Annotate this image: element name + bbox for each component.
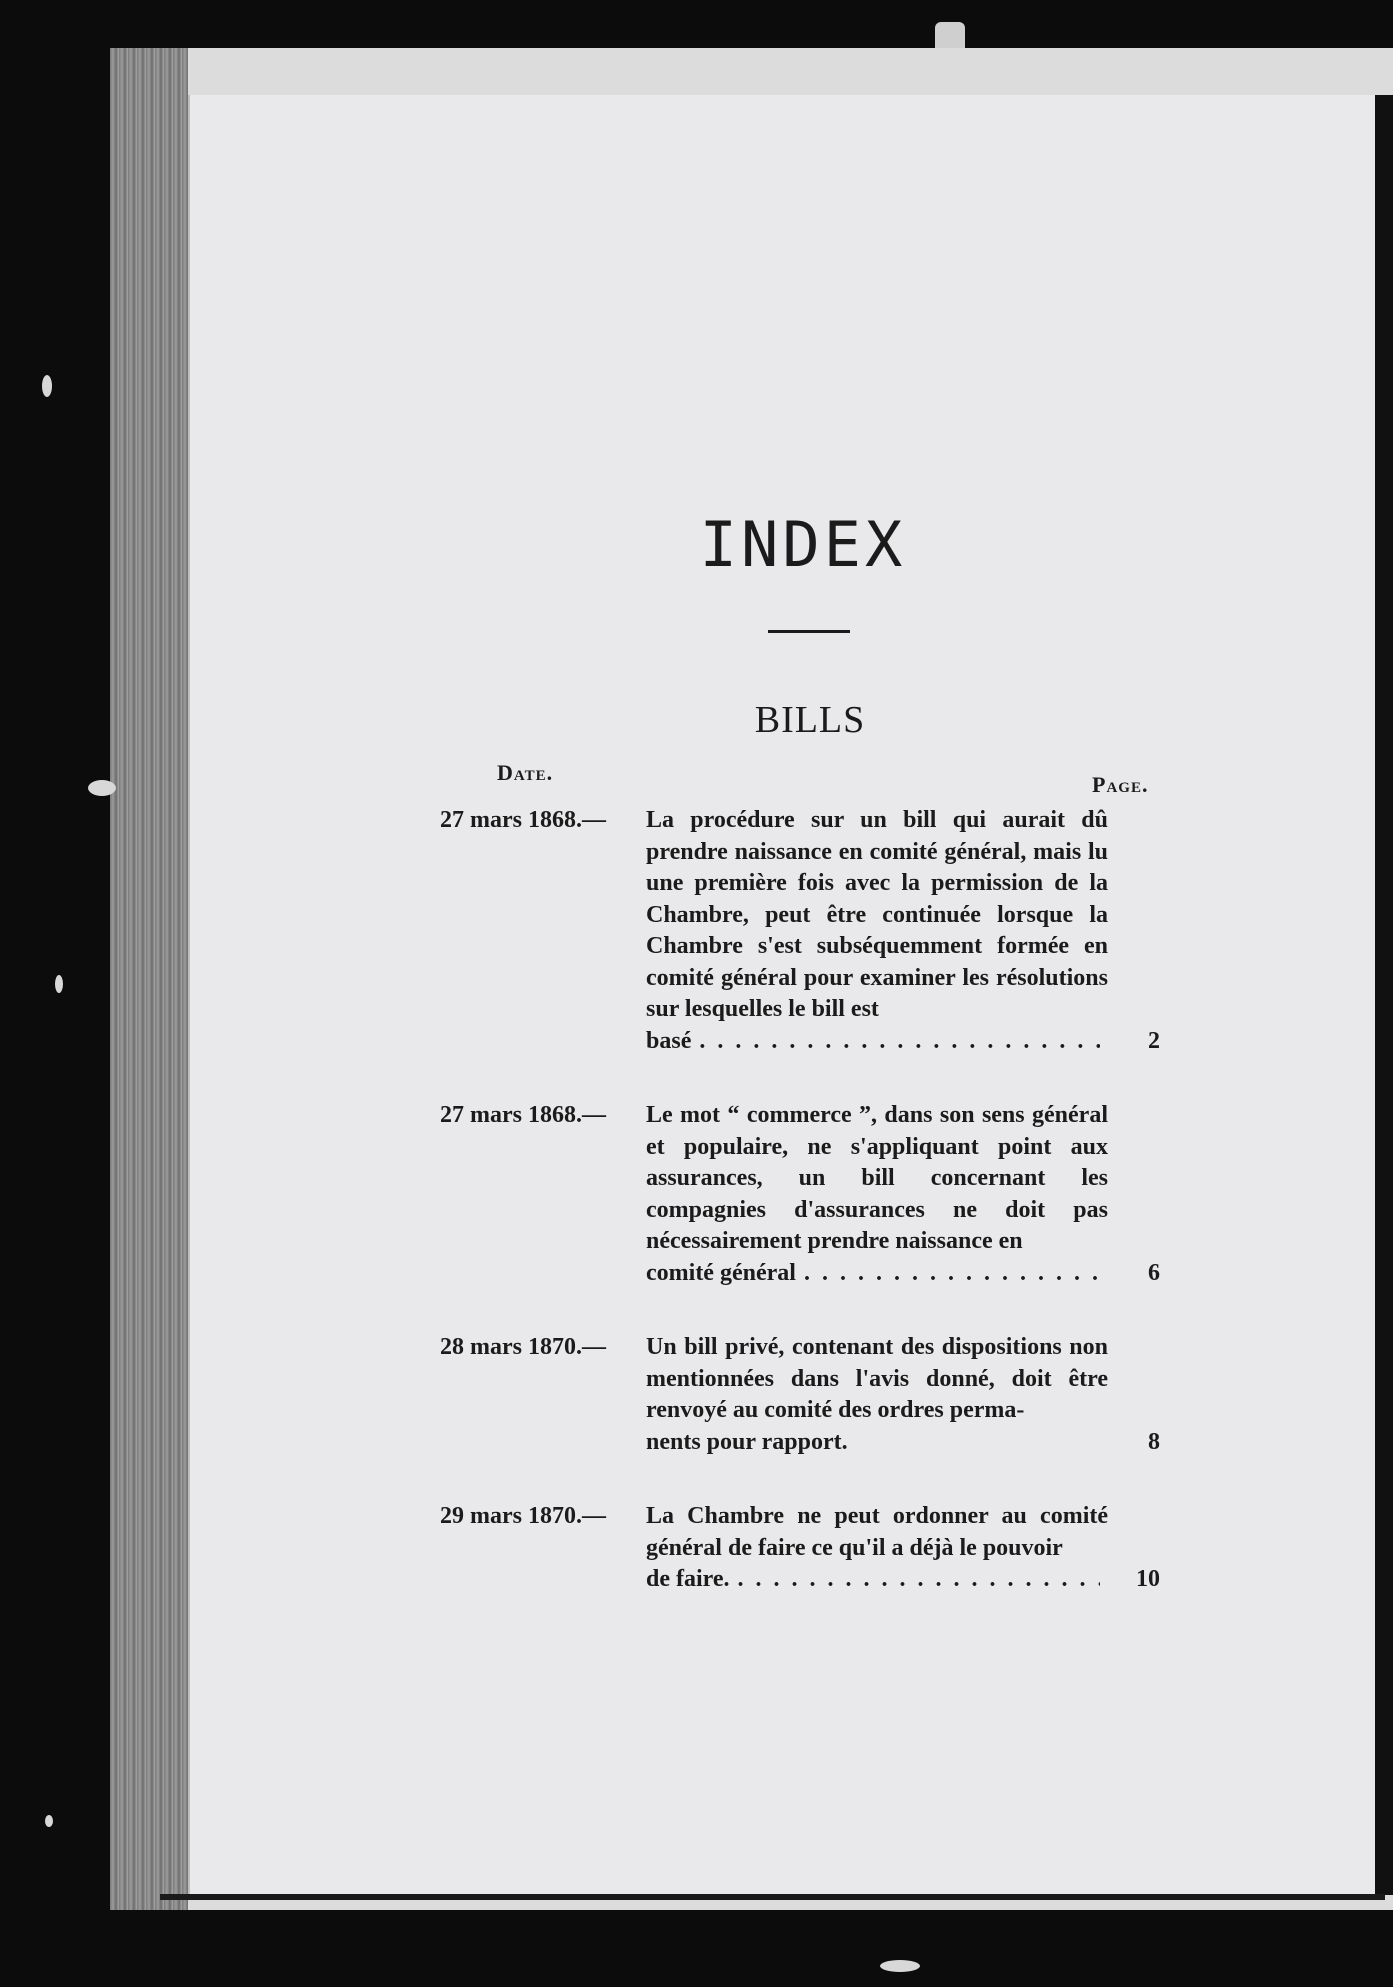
dot-leader [804,1258,1100,1289]
entry-text [646,805,1108,1057]
entry-date: 27 mars 1868.— [440,807,606,833]
entry-text [646,1100,1108,1289]
bottom-edge [160,1894,1385,1900]
book-spine [110,48,188,1910]
right-page-edge [1375,95,1393,1895]
entry-last-line: de faire. [646,1566,730,1592]
entry-date: 28 mars 1870.— [440,1334,606,1360]
entry-page-number: 2 [1148,1027,1160,1054]
page-column-header: Page. [1092,772,1149,797]
entry-last-line: basé [646,1027,692,1054]
entry-page-number: 6 [1148,1259,1160,1286]
entry-body: Un bill privé, contenant des dispositions non mentionnées dans l'avis donné, doit être renvoyé au comité des ordres perma- [646,1334,1108,1423]
index-entry [440,1332,1160,1458]
index-entry [440,1501,1160,1596]
index-entries [440,805,1160,1639]
entry-date: 29 mars 1870.— [440,1503,606,1529]
entry-date: 27 mars 1868.— [440,1102,606,1128]
section-title: BILLS [754,699,866,741]
dot-leader [699,1026,1100,1057]
entry-text [646,1501,1108,1596]
entry-body: Le mot “ commerce ”, dans son sens général et populaire, ne s'appliquant point aux assurances, un bill concernant les compagnies d'assurances ne doit pas nécessairement prendre naissance en [646,1102,1108,1254]
date-column-header: Date. [497,760,554,785]
entry-body: La procédure sur un bill qui aurait dû prendre naissance en comité général, mais lu une première fois avec la permission de la Chambre, peut être continuée lorsque la Chambre s'est subséquemment formée en comité général pour examiner les résolutions sur lesquelles le bill est [646,807,1108,1022]
index-entry [440,805,1160,1057]
entry-body: La Chambre ne peut ordonner au comité général de faire ce qu'il a déjà le pouvoir [646,1503,1108,1561]
dot-leader [738,1564,1100,1595]
entry-last-line: comité général [646,1259,796,1286]
index-entry [440,1100,1160,1289]
entry-page-number: 10 [1136,1566,1160,1592]
title-rule [768,630,850,633]
entry-page-number: 8 [1148,1428,1160,1455]
index-title: INDEX [699,508,907,581]
entry-text [646,1332,1108,1458]
entry-last-line: nents pour rapport. [646,1428,848,1455]
